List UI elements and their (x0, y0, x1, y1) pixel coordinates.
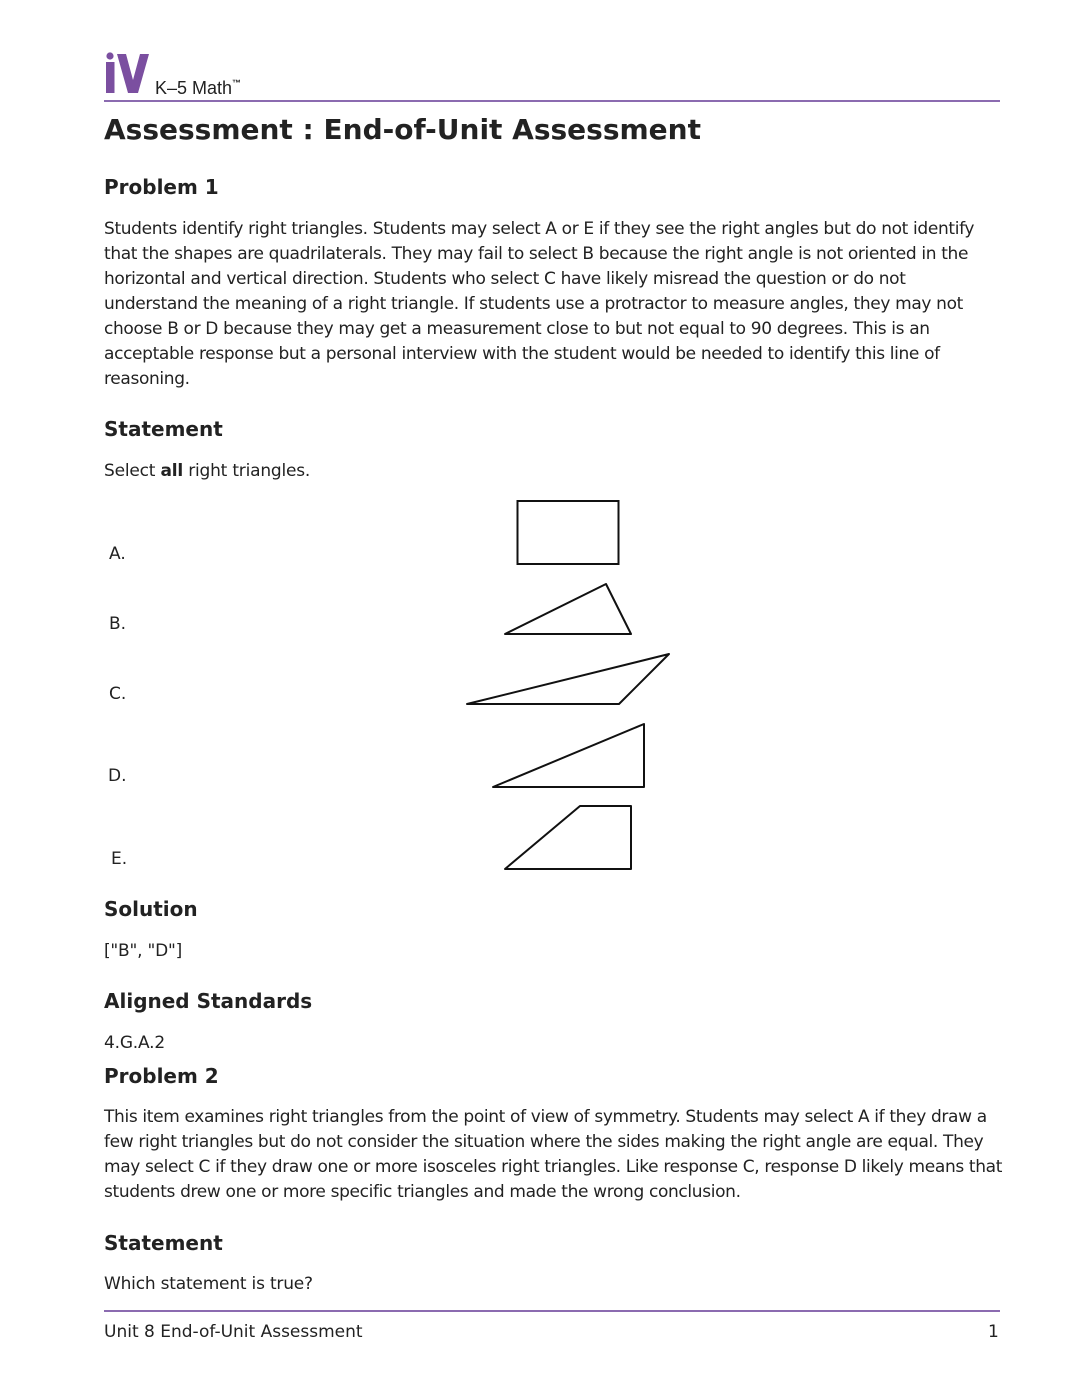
problem-2-statement-heading: Statement (104, 1231, 223, 1255)
problem-2-statement-text: Which statement is true? (104, 1274, 313, 1294)
brand-name: K–5 Math™ (155, 78, 242, 98)
obtuse-triangle-icon (467, 654, 669, 704)
page-title: Assessment : End-of-Unit Assessment (104, 113, 701, 146)
trapezoid-icon (505, 806, 631, 869)
choice-label-c: C. (109, 684, 127, 704)
choice-label-b: B. (109, 614, 127, 634)
problem-1-narrative: Students identify right triangles. Students may select A or E if they see the right angles but do not identify that the shapes are quadrilaterals. They may fail to select B because the right angle is not oriented in the horizontal and vertical direction. Students who select C have likely misread the question or do not understand the meaning of a right triangle. If students use a protractor to measure angles, they may not choose B or D because they may get a measurement close to but not equal to 90 degrees. This is an acceptable response but a personal interview with the student would be needed to identify this line of reasoning. (104, 219, 975, 389)
problem-2-heading: Problem 2 (104, 1064, 219, 1088)
statement-heading: Statement (104, 417, 223, 441)
problem-2-narrative: This item examines right triangles from the point of view of symmetry. Students may select A if they draw a few right triangles but do not consider the situation where the sides making the right angle are equal. They may select C if they draw one or more isosceles right triangles. Like response C, response D likely means that students drew one or more specific triangles and made the wrong conclusion. (104, 1107, 1003, 1202)
choice-label-d: D. (108, 766, 127, 786)
solution-heading: Solution (104, 897, 198, 921)
aligned-standards-heading: Aligned Standards (104, 989, 313, 1013)
footer-title: Unit 8 End-of-Unit Assessment (104, 1322, 363, 1342)
right-triangle-icon (493, 724, 644, 787)
statement-text: Select all right triangles. (104, 461, 311, 481)
solution-text: ["B", "D"] (104, 941, 183, 961)
right-triangle-tilted-icon (505, 584, 631, 634)
problem-1-heading: Problem 1 (104, 175, 219, 199)
rectangle-icon (518, 501, 619, 564)
page-number: 1 (988, 1322, 999, 1342)
choice-label-e: E. (111, 849, 128, 869)
footer-rule (104, 1310, 1000, 1312)
choice-label-a: A. (109, 544, 126, 564)
standards-code: 4.G.A.2 (104, 1033, 165, 1053)
